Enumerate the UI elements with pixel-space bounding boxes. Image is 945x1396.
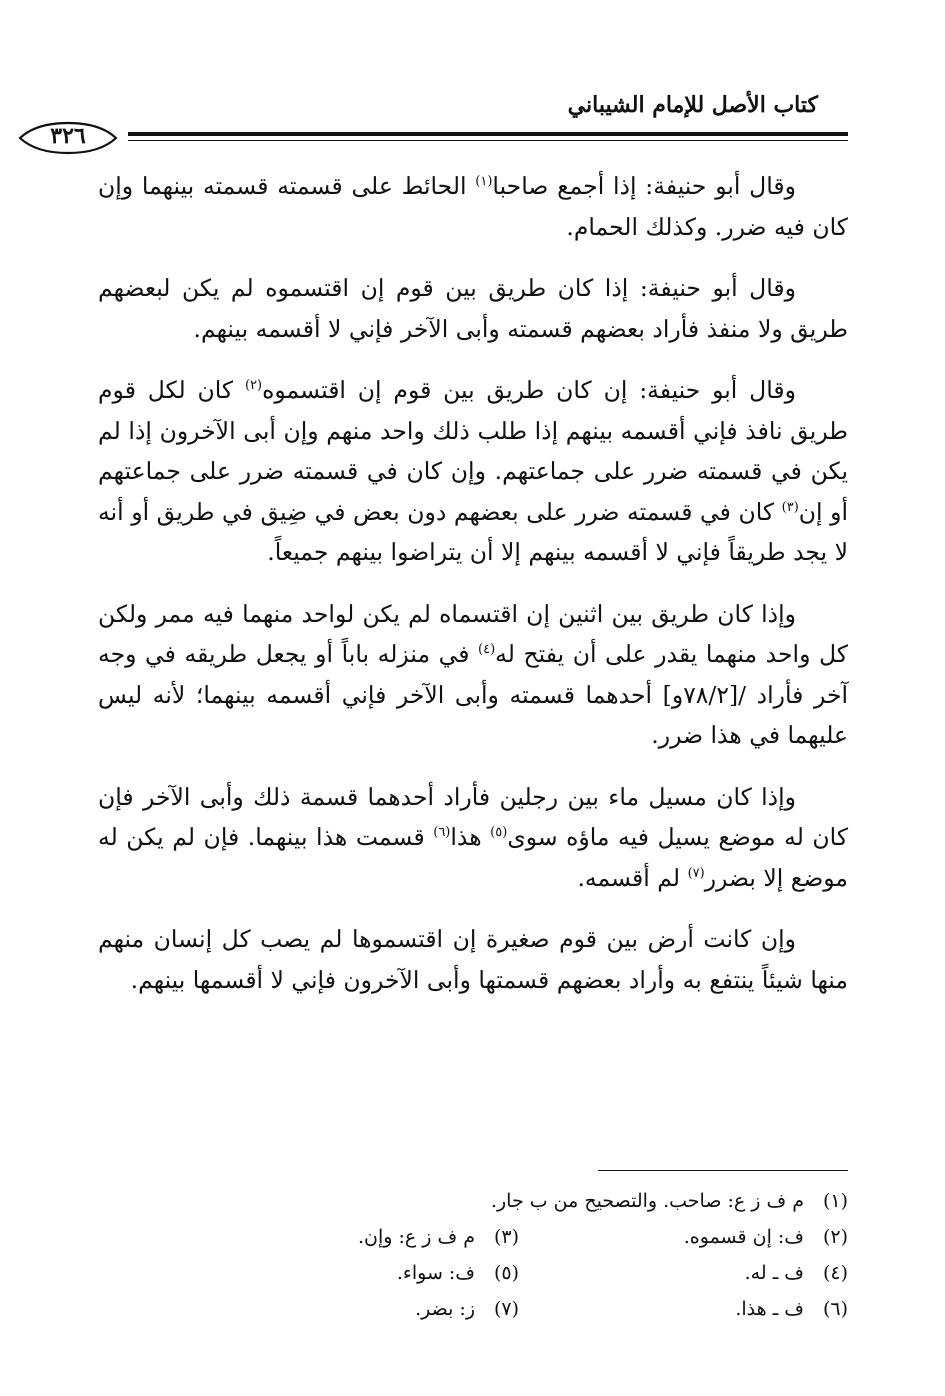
footnote-ref: (٥): [490, 825, 508, 841]
paragraph-text: وقال أبو حنيفة: إذا كان طريق بين قوم إن اقتسموه لم يكن لبعضهم طريق ولا منفذ فأراد بعضهم قسمته وأبى الآخر فإني لا أقسمه بينهم.: [98, 274, 848, 343]
footnote: [519, 1219, 848, 1255]
paragraph-text: وقال أبو حنيفة: إذا أجمع صاحبا: [492, 172, 796, 200]
footnote-ref: (١): [475, 174, 493, 190]
footnote-number: (٦): [822, 1298, 848, 1320]
paragraph: [98, 594, 848, 756]
footnote-text: م ف ز ع: وإن.: [358, 1226, 475, 1248]
footnote-number: (٣): [493, 1226, 519, 1248]
footnote-text: ف: سواء.: [396, 1262, 475, 1284]
footnote: [190, 1183, 848, 1219]
footnote-ref: (٧): [687, 865, 705, 881]
footnote-ref: (٦): [433, 825, 451, 841]
footnote: [190, 1219, 519, 1255]
paragraph-text: وإن كانت أرض بين قوم صغيرة إن اقتسموها لم يصب كل إنسان منهم منها شيئاً ينتفع به وأراد بعضهم قسمتها وأبى الآخرون فإني لا أقسمها بينهم.: [98, 925, 848, 994]
footnote: [519, 1291, 848, 1327]
footnote-text: ز: بضر.: [415, 1298, 475, 1320]
footnote-ref: (٣): [781, 499, 799, 515]
paragraph-text: قسمت هذا بينهما. فإن لم يكن له موضع إلا بضرر: [98, 823, 848, 892]
footnote-row: [190, 1219, 848, 1255]
footnotes: [190, 1183, 848, 1327]
footnote-text: م ف ز ع: صاحب. والتصحيح من ب جار.: [490, 1190, 804, 1212]
paragraph: [98, 166, 848, 247]
running-title: كتاب الأصل للإمام الشيباني: [567, 92, 818, 118]
footnote-row: [190, 1255, 848, 1291]
paragraph-text: وإذا كان طريق بين اثنين إن اقتسماه لم يكن لواحد منهما فيه ممر ولكن كل واحد منهما يقدر على أن يفتح له: [98, 599, 848, 668]
paragraph: [98, 777, 848, 899]
paragraph: [98, 919, 848, 1000]
footnote-text: ف ـ هذا.: [735, 1298, 804, 1320]
footnote-number: (٤): [822, 1262, 848, 1284]
footnote-row: [190, 1183, 848, 1219]
paragraph-text: هذا: [450, 823, 491, 851]
footnote-number: (٢): [822, 1226, 848, 1248]
footnote-number: (٧): [493, 1298, 519, 1320]
footnote-separator: [598, 1170, 848, 1171]
paragraph-text: وقال أبو حنيفة: إن كان طريق بين قوم إن اقتسموه: [262, 376, 796, 404]
paragraph-text: وإذا كان مسيل ماء بين رجلين فأراد أحدهما قسمة ذلك وأبى الآخر فإن كان له موضع يسيل فيه ماؤه سوى: [98, 782, 849, 851]
paragraph-text: الحائط على قسمته قسمته بينهما وإن كان فيه ضرر. وكذلك الحمام.: [98, 172, 848, 241]
footnote: [190, 1255, 519, 1291]
footnote-number: (٥): [493, 1262, 519, 1284]
page-number: ٣٢٦: [50, 123, 86, 149]
paragraph: [98, 268, 848, 349]
footnote: [190, 1291, 519, 1327]
paragraph-text: لم أقسمه.: [577, 863, 688, 892]
footnote-number: (١): [822, 1190, 848, 1212]
page-header: [50, 92, 848, 162]
paragraph: [98, 370, 848, 573]
paragraph-text: في منزله باباً أو يجعل طريقه في وجه آخر فأراد /[٧٨/٢و] أحدهما قسمته وأبى الآخر فإني أقسمه بينهما؛ لأنه ليس عليهما في هذا ضرر.: [98, 640, 848, 749]
page-number-badge: [18, 121, 118, 155]
main-text: [98, 166, 848, 1021]
footnote-text: ف: إن قسموه.: [683, 1226, 804, 1248]
header-rule: [128, 132, 848, 141]
paragraph-text: كان لكل قوم طريق نافذ فإني أقسمه بينهم إذا طلب ذلك واحد منهم وإن أبى الآخرون إذا لم يكن في قسمته ضرر على جماعتهم. وإن كان في قسمته ضرر على جماعتهم أو إن: [98, 376, 848, 526]
footnote: [519, 1255, 848, 1291]
footnote-ref: (٢): [244, 378, 263, 394]
paragraph-text: كان في قسمته ضرر على بعضهم دون بعض في ضِيق في طريق أو أنه لا يجد طريقاً فإني لا أقسمه بينهم إلا أن يتراضوا بينهم جميعاً.: [98, 497, 848, 566]
footnote-ref: (٤): [478, 642, 496, 658]
footnote-row: [190, 1291, 848, 1327]
footnote-text: ف ـ له.: [744, 1262, 804, 1284]
